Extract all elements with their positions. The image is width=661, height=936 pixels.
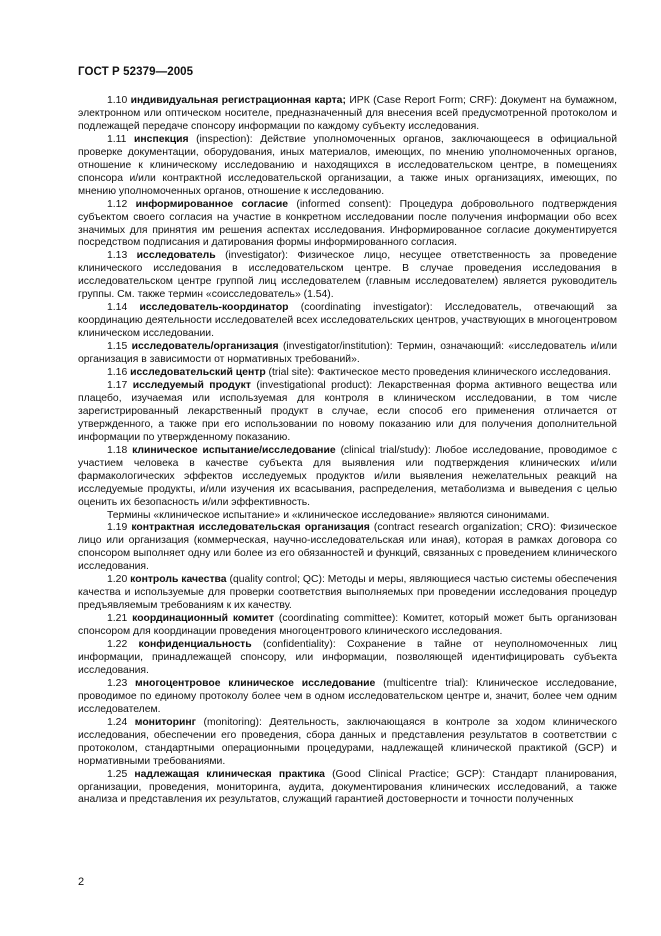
- document-header: [78, 66, 193, 78]
- standard-designation: ГОСТ Р 52379—2005: [78, 66, 194, 78]
- defined-term: инспекция: [134, 133, 189, 145]
- definition-text: (trial site): Фактическое место проведения клинического исследования.: [265, 367, 611, 379]
- definition-paragraph: [78, 613, 617, 639]
- definition-paragraph: [78, 250, 617, 302]
- definition-text: (informed consent): Процедура добровольного подтверждения субъектом своего согласия на участие в конкретном исследовании после получения информации обо всех значимых для принятия им решения аспектах исследования. Информированное согласие документируется посредством подписания и датирования формы информированного согласия.: [78, 198, 617, 249]
- defined-term: исследователь/организация: [131, 341, 279, 353]
- definition-paragraph: [78, 574, 617, 613]
- definition-paragraph: [78, 367, 617, 380]
- page-number: 2: [78, 876, 85, 888]
- clause-number: 1.25: [107, 768, 128, 780]
- definition-text: ИРК (Case Report Form; CRF): Документ на бумажном, электронном или оптическом носителе, предназначенный для внесения всей предусмотренной протоколом и подлежащей передаче спонсору информации по каждому субъекту исследования.: [78, 95, 618, 132]
- definition-text: (contract research organization; CRO): Физическое лицо или организация (коммерческая, научно-исследовательская или иная), которая в рамках договора со спонсором выполняет одну или более из его обязанностей и функций, связанных с проведением клинического исследования.: [78, 522, 617, 573]
- clause-number: 1.19: [107, 522, 128, 534]
- clause-number: 1.10: [107, 95, 128, 106]
- definition-text: (multicentre trial): Клиническое исследование, проводимое по единому протоколу более чем в одном исследовательском центре и, значит, более чем одним исследователем.: [78, 677, 618, 715]
- clause-number: 1.16: [107, 367, 128, 379]
- definition-text: (Good Clinical Practice; GCP): Стандарт планирования, организации, проведения, мониторинга, аудита, документирования клинических исследований, а также анализа и представления их результатов, служащий гарантией достоверности и точности полученных: [78, 768, 617, 806]
- defined-term: многоцентровое клиническое исследование: [135, 677, 376, 689]
- definition-text: (monitoring): Деятельность, заключающаяся в контроле за ходом клинического исследования, обеспечении его проведения, сбора данных и представления результатов в соответствии с протоколом, стандартными операционными процедурами, надлежащей клинической практикой (GCP) и нормативными требованиями.: [78, 716, 617, 767]
- definition-paragraph: [78, 769, 617, 808]
- definition-text: (clinical trial/study): Любое исследование, проводимое с участием человека в качестве субъекта для выявления или подтверждения клинических и/или фармакологических эффектов исследуемых продуктов и/или выявления нежелательных реакций на исследуемые продукты, и/или изучения их всасывания, распределения, метаболизма и выведения с целью оценить их безопасность и/или эффективность.: [78, 444, 618, 508]
- clause-number: 1.11: [107, 133, 127, 145]
- definition-text: (investigator/institution): Термин, означающий: «исследователь и/или организация в зависимости от нормативных требований».: [78, 341, 618, 366]
- clause-number: 1.18: [107, 444, 128, 456]
- defined-term: исследователь: [136, 250, 216, 262]
- clause-number: 1.20: [107, 574, 128, 586]
- defined-term: мониторинг: [134, 716, 196, 728]
- clause-number: 1.22: [107, 639, 128, 651]
- definition-text: (coordinating committee): Комитет, который может быть организован спонсором для координации проведения многоцентрового клинического исследования.: [78, 613, 618, 638]
- defined-term: исследуемый продукт: [132, 379, 251, 391]
- definition-paragraph: [78, 522, 617, 574]
- defined-term: информированное согласие: [135, 198, 289, 210]
- defined-term: индивидуальная регистрационная карта;: [130, 95, 346, 106]
- definition-paragraph: [78, 134, 617, 199]
- clause-number: 1.15: [107, 341, 128, 353]
- definition-paragraph: [78, 380, 617, 445]
- definition-paragraph: [78, 341, 617, 367]
- defined-term: надлежащая клиническая практика: [134, 768, 325, 780]
- clause-number: 1.12: [107, 198, 128, 210]
- definition-text: (quality control; QC): Методы и меры, являющиеся частью системы обеспечения качества и используемые для проверки соответствия выполняемых при проведении исследования процедур предъявляемым требованиям к их качеству.: [78, 574, 617, 612]
- definition-text: (investigational product): Лекарственная форма активного вещества или плацебо, изучаемая или используемая для контроля в клиническом исследовании, в том числе зарегистрированный лекарственный продукт в случае, если способ его применения отличается от утвержденного, а также при его использовании по новому показанию или для получения дополнительной информации по утвержденному показанию.: [78, 379, 618, 443]
- definition-text: (inspection): Действие уполномоченных органов, заключающееся в официальной проверке документации, оборудования, иных материалов, имеющих, по мнению уполномоченных органов, отношение к клиническому исследованию и находящихся в исследовательском центре, в помещениях спонсора и/или контрактной исследовательской организации, а также иных организациях, имеющих, по мнению уполномоченных органов, отношение к исследованию.: [78, 133, 617, 197]
- clause-number: 1.24: [107, 716, 128, 728]
- definition-paragraph: [78, 445, 617, 510]
- clause-number: 1.17: [107, 379, 128, 391]
- defined-term: клиническое испытание/исследование: [132, 444, 336, 456]
- definition-paragraph: [78, 302, 617, 341]
- definition-text: (coordinating investigator): Исследователь, отвечающий за координацию деятельности исследователей всех исследовательских центров, участвующих в многоцентровом клиническом исследовании.: [78, 302, 617, 340]
- definition-text: (confidentiality): Сохранение в тайне от неуполномоченных лиц информации, принадлежащей спонсору, или информации, позволяющей идентифицировать субъекта исследования.: [78, 639, 617, 676]
- clause-number: 1.13: [107, 250, 128, 262]
- clause-number: 1.14: [107, 302, 128, 314]
- clause-number: 1.23: [107, 677, 128, 689]
- definition-paragraph: [78, 639, 617, 678]
- defined-term: контроль качества: [130, 574, 227, 586]
- defined-term: координационный комитет: [132, 613, 275, 625]
- defined-term: контрактная исследовательская организация: [131, 522, 370, 534]
- definition-paragraph: [78, 678, 617, 717]
- definition-paragraph: [78, 95, 617, 134]
- synonym-note: [78, 510, 617, 523]
- definition-text: (investigator): Физическое лицо, несущее ответственность за проведение клинического исследования в исследовательском центре. В случае проведения исследования в исследовательском центре группой лиц исследователем (главным исследователем) является руководитель группы. См. также термин «соисследователь» (1.54).: [78, 250, 618, 301]
- definition-paragraph: [78, 717, 617, 769]
- defined-term: исследовательский центр: [130, 367, 266, 379]
- note-text: Термины «клиническое испытание» и «клиническое исследование» являются синонимами.: [107, 509, 550, 521]
- defined-term: исследователь-координатор: [139, 302, 289, 314]
- definition-paragraph: [78, 199, 617, 251]
- clause-number: 1.21: [107, 613, 128, 625]
- document-body: [78, 95, 617, 807]
- defined-term: конфиденциальность: [138, 639, 252, 651]
